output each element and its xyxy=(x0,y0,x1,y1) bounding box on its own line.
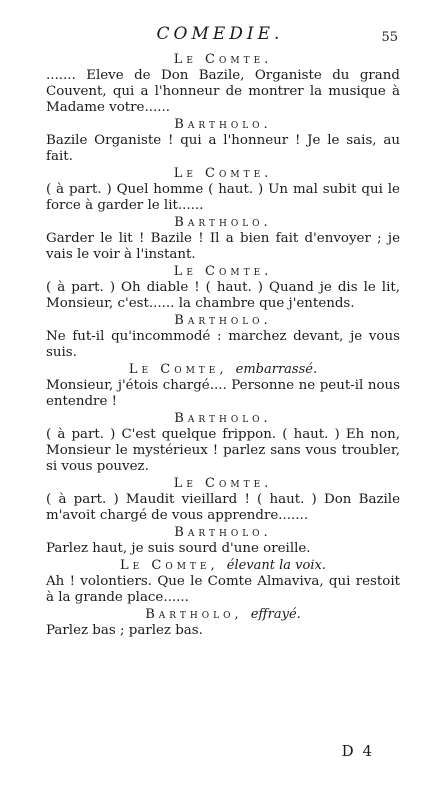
stage-direction: effrayé. xyxy=(250,607,301,622)
speech-paragraph: ( à part. ) Maudit vieillard ! ( haut. ) Don Bazile m'avoit chargé de vous apprendre....... xyxy=(46,492,400,523)
speaker-heading: Le Comte. xyxy=(173,52,273,67)
speaker-heading: Le Comte, élevant la voix. xyxy=(120,558,326,573)
speaker-heading: Bartholo. xyxy=(174,525,272,540)
speech-paragraph: Parlez bas ; parlez bas. xyxy=(46,623,203,638)
speaker-heading: Bartholo. xyxy=(174,117,272,132)
play-text xyxy=(46,52,400,640)
speech-paragraph: ( à part. ) C'est quelque frippon. ( haut. ) Eh non, Monsieur le mystérieux ! parlez sans vous troubler, si vous pouvez. xyxy=(46,427,400,474)
speaker-heading: Bartholo. xyxy=(174,215,272,230)
speech-paragraph: Monsieur, j'étois chargé.... Personne ne peut-il nous entendre ! xyxy=(46,378,400,409)
running-title: COMEDIE. xyxy=(156,24,284,44)
speech-paragraph: ( à part. ) Quel homme ( haut. ) Un mal subit qui le force à garder le lit...... xyxy=(46,182,400,213)
stage-direction: élevant la voix. xyxy=(226,558,326,573)
speech-paragraph: Parlez haut, je suis sourd d'une oreille. xyxy=(46,541,311,556)
speaker-heading: Le Comte. xyxy=(173,264,273,279)
speaker-heading: Le Comte, embarrassé. xyxy=(128,362,318,377)
speaker-heading: Bartholo, effrayé. xyxy=(145,607,301,622)
speaker-heading: Le Comte. xyxy=(173,166,273,181)
speaker-heading: Bartholo. xyxy=(174,411,272,426)
speech-paragraph: Bazile Organiste ! qui a l'honneur ! Je le sais, au fait. xyxy=(46,133,400,164)
speaker-heading: Bartholo. xyxy=(174,313,272,328)
speech-paragraph: ....... Eleve de Don Bazile, Organiste du grand Couvent, qui a l'honneur de montrer la musique à Madame votre...... xyxy=(46,68,400,115)
signature-mark: D 4 xyxy=(341,742,374,760)
speech-paragraph: Ah ! volontiers. Que le Comte Almaviva, qui restoit à la grande place...... xyxy=(46,574,400,605)
speech-paragraph: Ne fut-il qu'incommodé : marchez devant, je vous suis. xyxy=(46,329,400,360)
page-number: 55 xyxy=(381,30,398,45)
speaker-heading: Le Comte. xyxy=(173,476,273,491)
speech-paragraph: ( à part. ) Oh diable ! ( haut. ) Quand je dis le lit, Monsieur, c'est...... la chambre que j'entends. xyxy=(46,280,400,311)
speech-paragraph: Garder le lit ! Bazile ! Il a bien fait d'envoyer ; je vais le voir à l'instant. xyxy=(46,231,400,262)
stage-direction: embarrassé. xyxy=(235,362,318,377)
